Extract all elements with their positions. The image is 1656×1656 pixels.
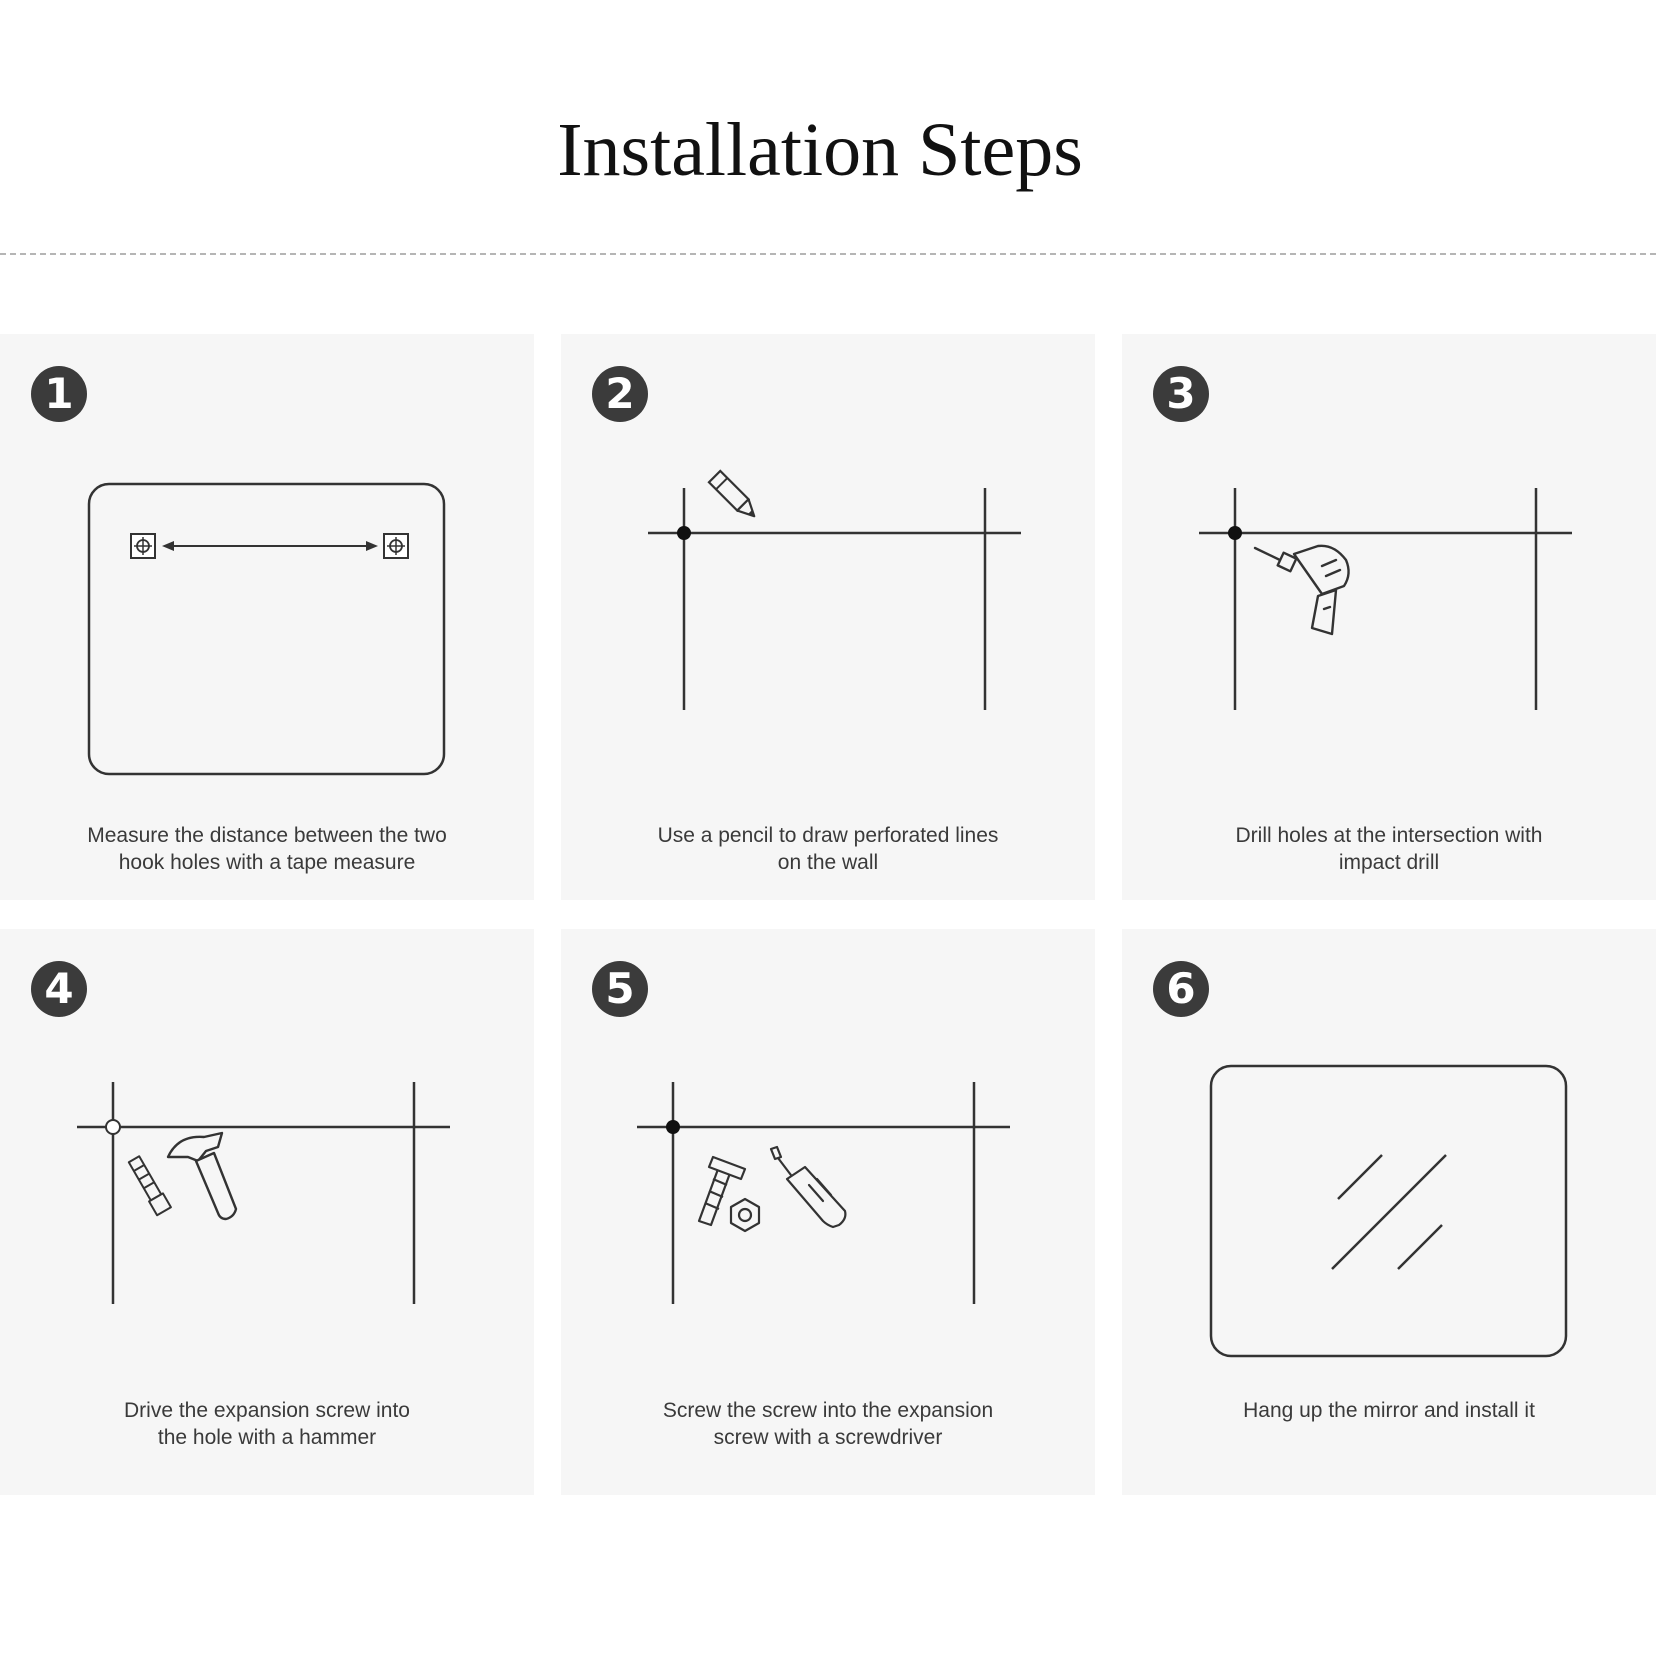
pencil-icon [709,471,760,522]
expansion-anchor-icon [127,1155,171,1215]
step-panel-5 [561,929,1095,1495]
title-divider [0,253,1656,255]
screw-nut-icon [699,1157,759,1231]
caption-line: screw with a screwdriver [713,1426,943,1449]
step-caption [1142,822,1636,876]
step-panel-3 [1122,334,1656,900]
hook-hole-right-icon [384,534,408,558]
drill-icon [1255,546,1349,634]
step-panel-4 [0,929,534,1495]
step-number-badge: 4 [31,961,87,1017]
step-caption [581,822,1075,876]
caption-line: impact drill [1338,851,1440,874]
caption-line: Drive the expansion screw into [124,1399,410,1422]
caption-line: Measure the distance between the two [87,824,447,847]
mirror-hook-measure-icon [0,334,534,900]
step-number-badge: 2 [592,366,648,422]
step-caption [1142,1397,1636,1424]
step-number-badge: 3 [1153,366,1209,422]
wall-lines-illustration [1122,334,1656,900]
caption-line: Drill holes at the intersection with [1235,824,1543,847]
caption-line: Use a pencil to draw perforated lines [657,824,999,847]
caption-line: Hang up the mirror and install it [1243,1399,1535,1422]
step-panel-1 [0,334,534,900]
step-caption [581,1397,1075,1451]
caption-line: on the wall [777,851,879,874]
step-caption [20,1397,514,1451]
wall-lines-illustration [561,334,1095,900]
step-number-badge: 5 [592,961,648,1017]
step-caption [20,822,514,876]
step-number-badge: 6 [1153,961,1209,1017]
page-title: Installation Steps [557,108,1083,192]
hammer-icon [168,1133,236,1219]
caption-line: Screw the screw into the expansion [662,1399,994,1422]
caption-line: the hole with a hammer [157,1426,377,1449]
step-number-badge: 1 [31,366,87,422]
step-panel-2 [561,334,1095,900]
caption-line: hook holes with a tape measure [118,851,416,874]
hook-hole-left-icon [131,534,155,558]
screwdriver-icon [771,1147,845,1227]
step-panel-6 [1122,929,1656,1495]
